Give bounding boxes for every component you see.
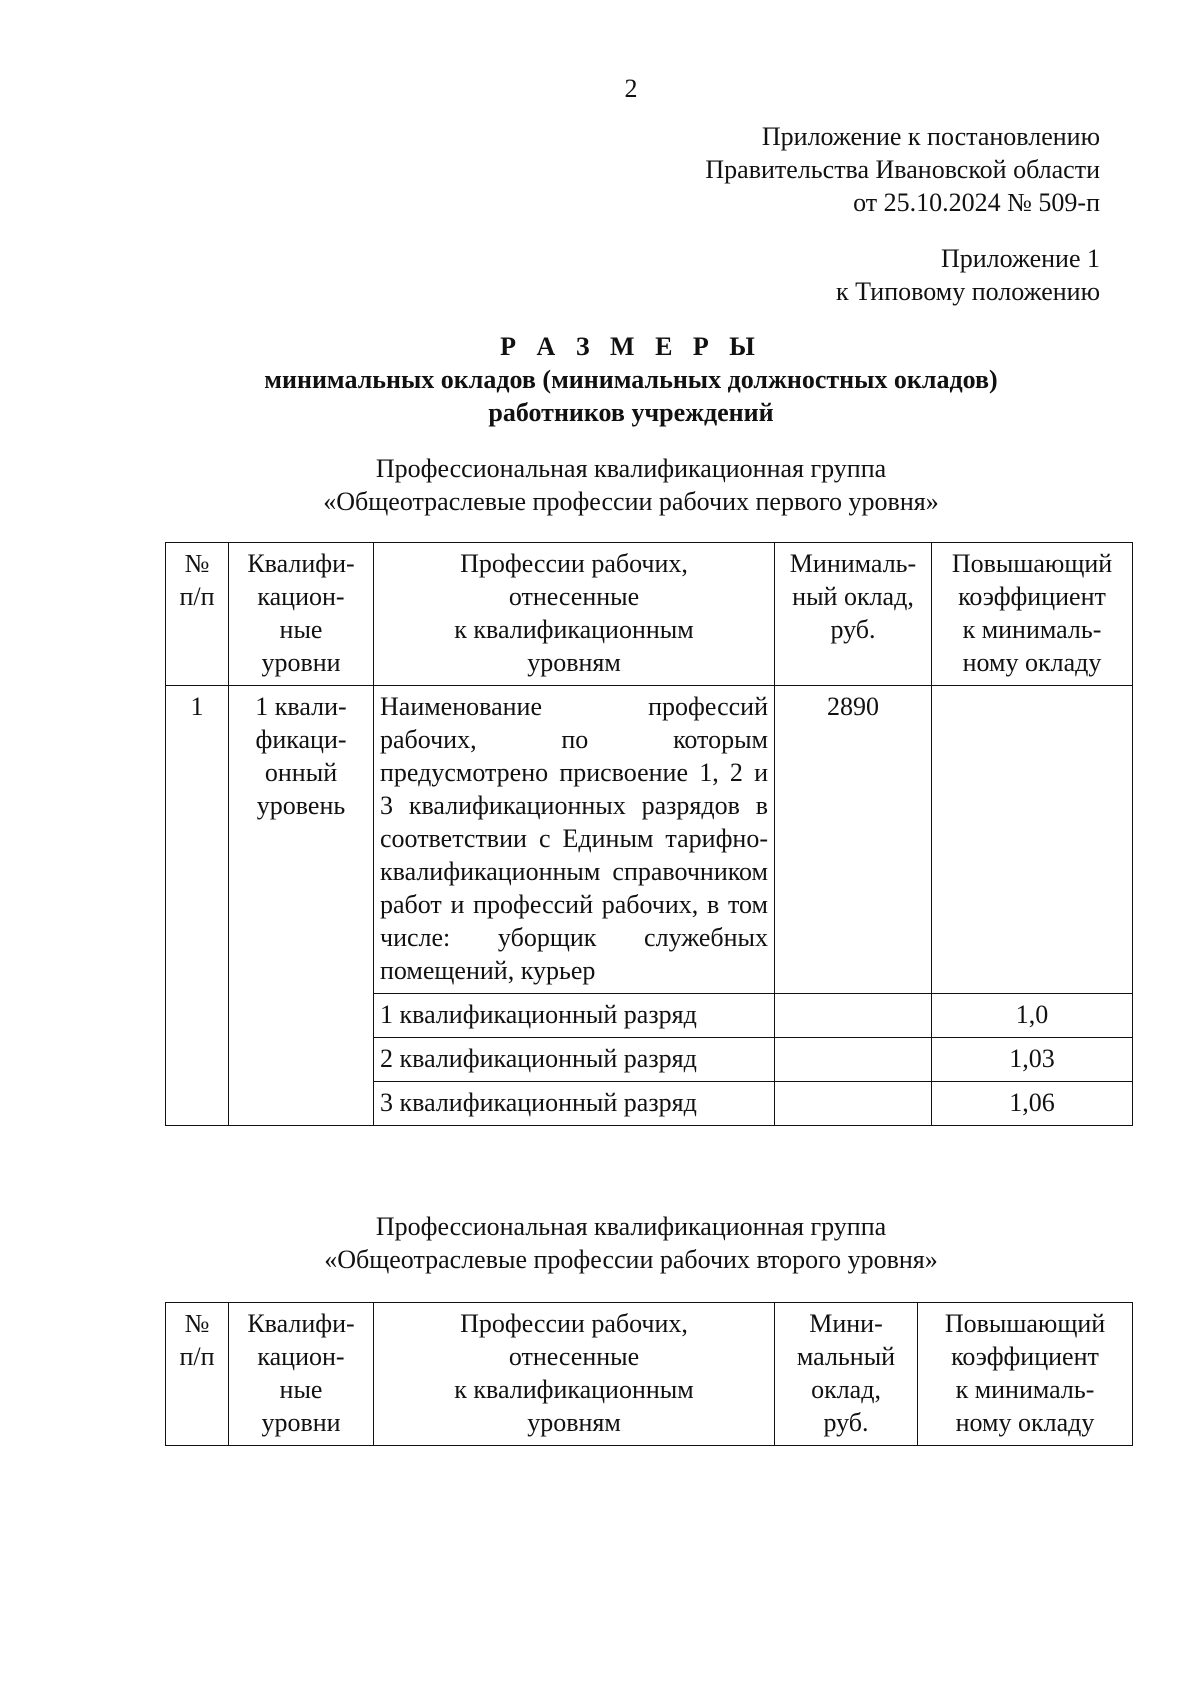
title-line: работников учреждений bbox=[488, 398, 774, 427]
grade-salary-empty bbox=[775, 994, 932, 1038]
col-header-num: № п/п bbox=[166, 1303, 229, 1446]
caption-line: «Общеотраслевые профессии рабочих второго уровня» bbox=[324, 1245, 938, 1274]
col-header-min-salary: Минималь- ный оклад, руб. bbox=[775, 543, 932, 686]
table-header-row bbox=[166, 543, 1133, 686]
table-row bbox=[166, 686, 1133, 994]
grade-label: 2 квалификационный разряд bbox=[374, 1038, 775, 1082]
appendix1-line: Приложение 1 bbox=[940, 244, 1100, 273]
group2-caption bbox=[165, 1210, 1097, 1276]
col-header-coefficient: Повышающий коэффициент к минималь- ному окладу bbox=[918, 1303, 1133, 1446]
table-header-row bbox=[166, 1303, 1133, 1446]
col-header-num: № п/п bbox=[166, 543, 229, 686]
caption-line: Профессиональная квалификационная группа bbox=[375, 454, 887, 483]
row-number: 1 bbox=[166, 686, 229, 1126]
grade-coefficient: 1,06 bbox=[932, 1082, 1133, 1126]
title-line: Р А З М Е Р Ы bbox=[500, 332, 762, 361]
grade-coefficient: 1,0 bbox=[932, 994, 1133, 1038]
group1-caption bbox=[165, 452, 1097, 518]
grade-coefficient: 1,03 bbox=[932, 1038, 1133, 1082]
caption-line: Профессиональная квалификационная группа bbox=[375, 1212, 887, 1241]
appendix1-header bbox=[836, 242, 1100, 308]
appendix-line: Приложение к постановлению bbox=[761, 122, 1100, 151]
col-header-coefficient: Повышающий коэффициент к минималь- ному окладу bbox=[932, 543, 1133, 686]
row-coefficient-empty bbox=[932, 686, 1133, 994]
grade-salary-empty bbox=[775, 1038, 932, 1082]
appendix1-line: к Типовому положению bbox=[835, 277, 1100, 306]
appendix-header bbox=[705, 120, 1100, 219]
appendix-line: от 25.10.2024 № 509-п bbox=[853, 188, 1100, 217]
col-header-professions: Профессии рабочих, отнесенные к квалификационным уровням bbox=[374, 1303, 775, 1446]
col-header-level: Квалифи- кацион- ные уровни bbox=[229, 1303, 374, 1446]
grade-label: 3 квалификационный разряд bbox=[374, 1082, 775, 1126]
group1-table bbox=[165, 542, 1133, 1126]
page-number: 2 bbox=[624, 74, 638, 103]
col-header-level: Квалифи- кацион- ные уровни bbox=[229, 543, 374, 686]
row-description: Наименование профессий рабочих, по которым предусмотрено присвоение 1, 2 и 3 квалификационных разрядов в соответствии с Единым тарифно-квалификационным справочником работ и профессий рабочих, в том числе: уборщик служебных помещений, курьер bbox=[374, 686, 775, 994]
col-header-min-salary: Мини- мальный оклад, руб. bbox=[775, 1303, 918, 1446]
row-level: 1 квали- фикаци- онный уровень bbox=[229, 686, 374, 1126]
grade-salary-empty bbox=[775, 1082, 932, 1126]
document-title bbox=[165, 330, 1097, 429]
title-line: минимальных окладов (минимальных должностных окладов) bbox=[264, 365, 998, 394]
appendix-line: Правительства Ивановской области bbox=[705, 155, 1100, 184]
col-header-professions: Профессии рабочих, отнесенные к квалификационным уровням bbox=[374, 543, 775, 686]
caption-line: «Общеотраслевые профессии рабочих первого уровня» bbox=[323, 487, 939, 516]
grade-label: 1 квалификационный разряд bbox=[374, 994, 775, 1038]
row-min-salary: 2890 bbox=[775, 686, 932, 994]
group2-table bbox=[165, 1302, 1133, 1446]
